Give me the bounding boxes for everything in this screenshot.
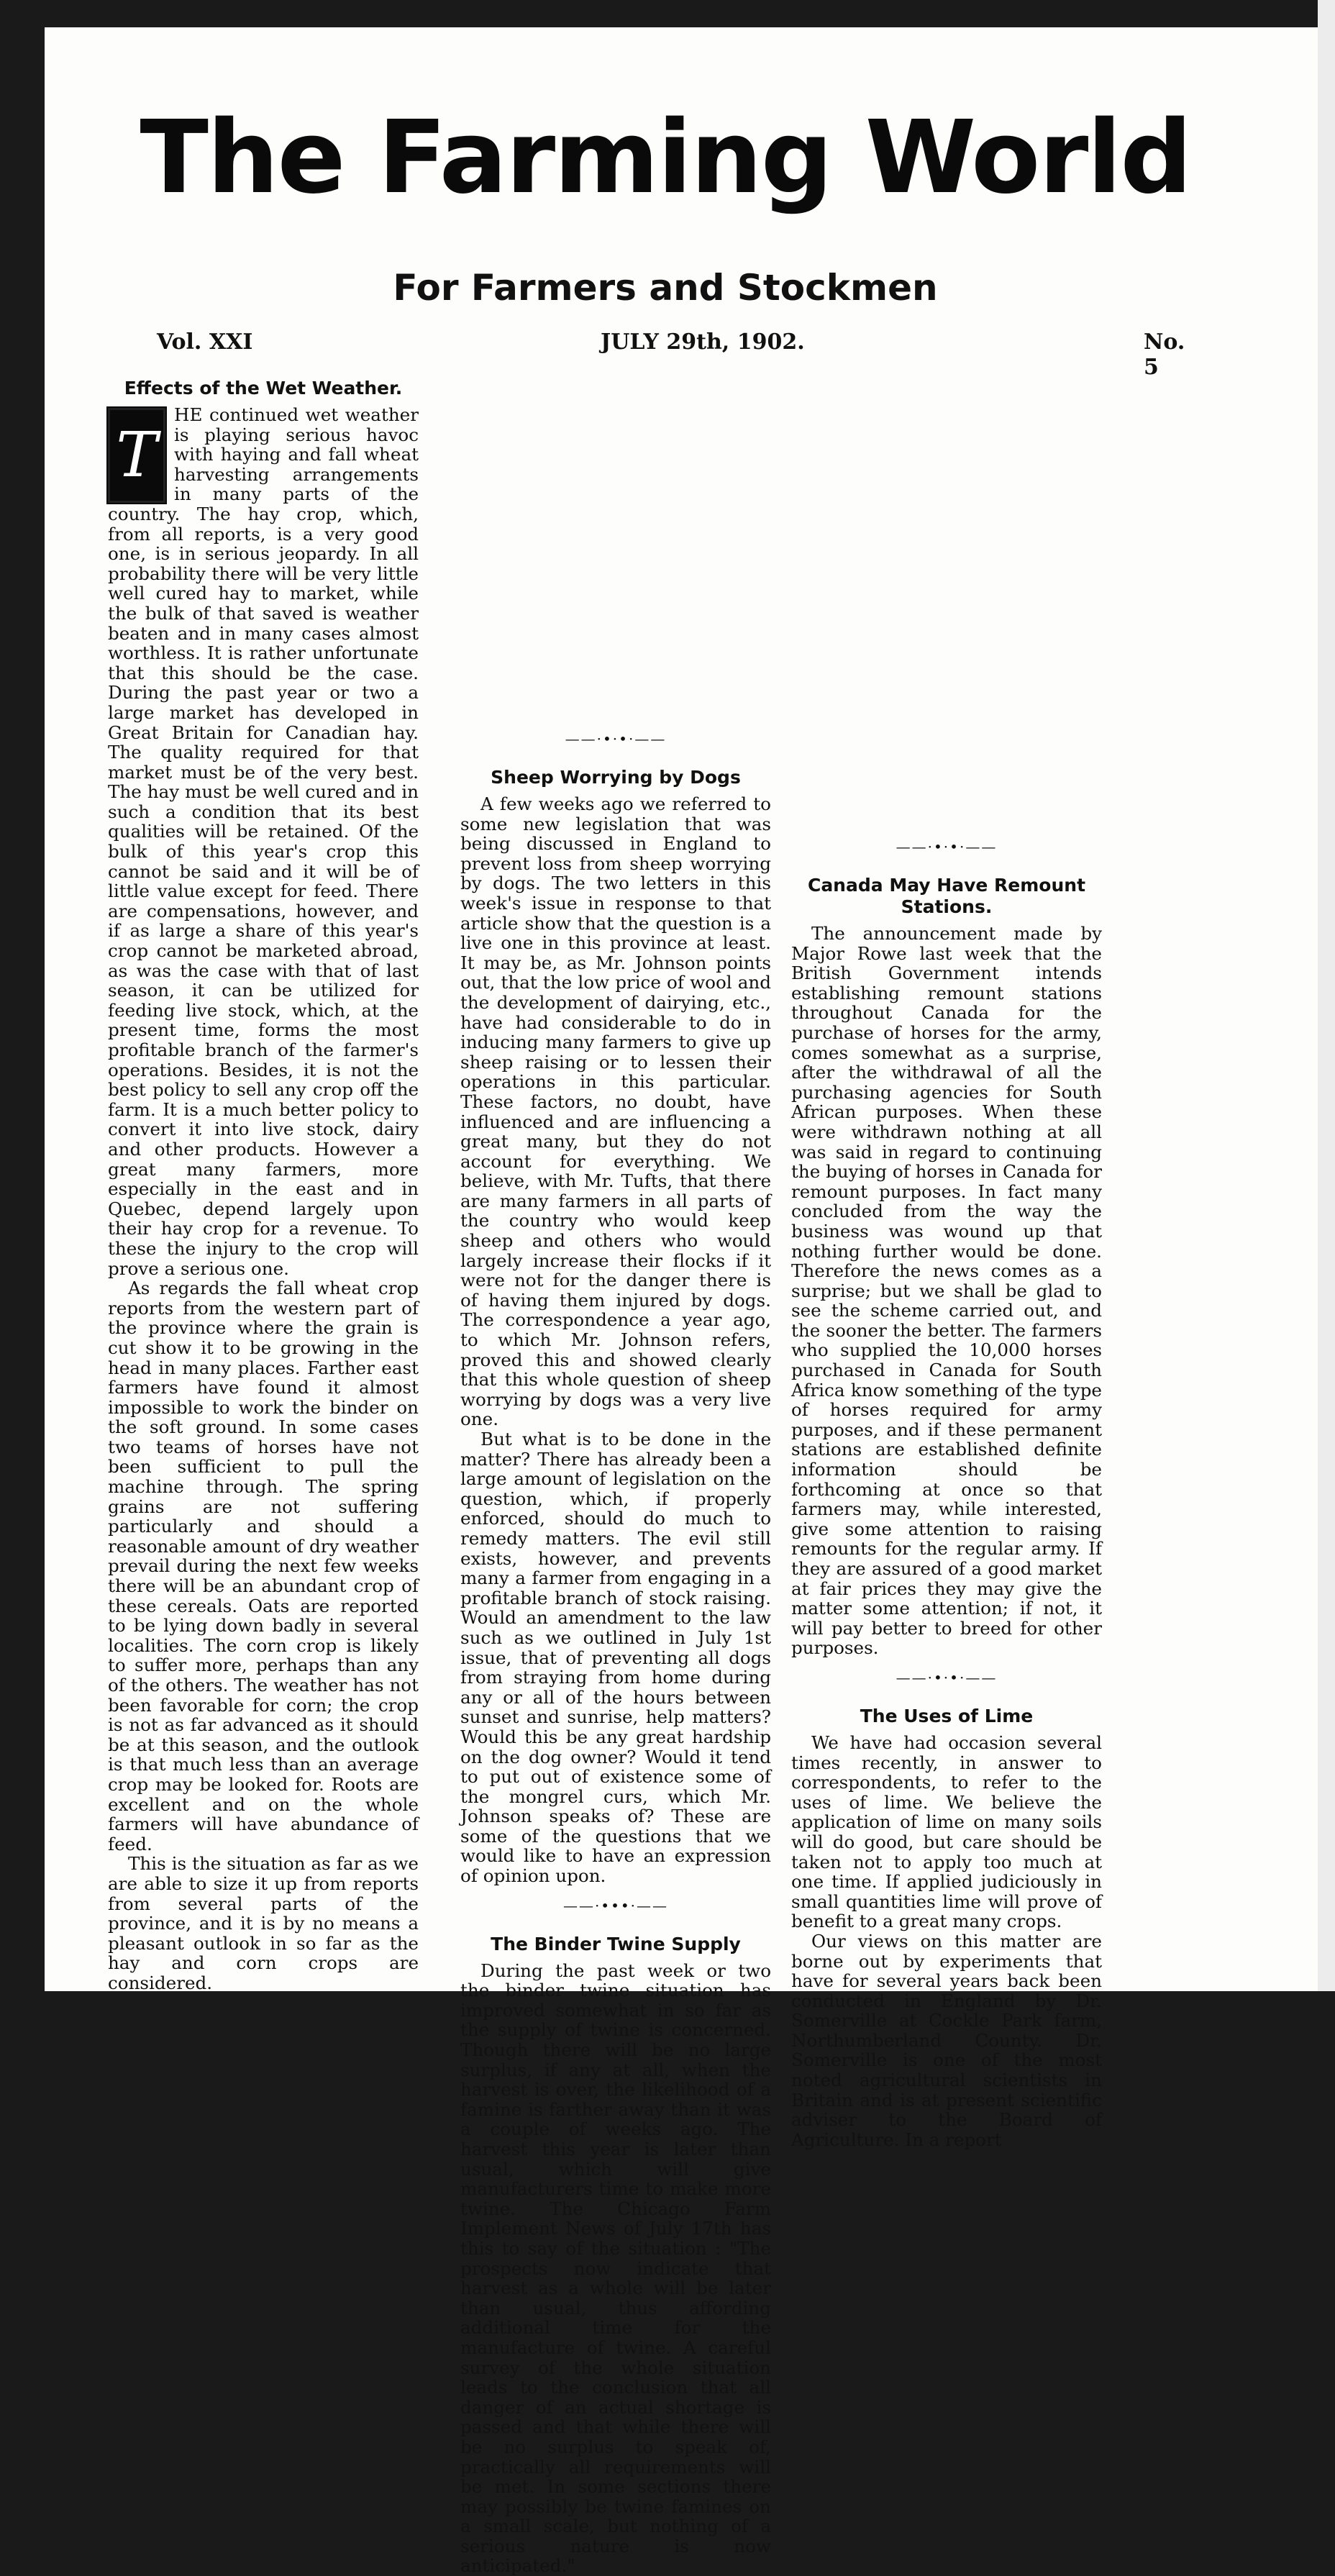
page-edge [1318, 0, 1335, 1991]
twine-paragraph-1: During the past week or two the binder twine situation has improved somewhat in so far as the supply of twine is concerned. Though there will be no large surplus, if any at all, when the harvest is over, the likelihood of a famine is farther away than it was a couple of weeks ago. The harvest this year is later than usual, which will give manufacturers time to make more twine. The Chicago Farm Implement News of July 17th has this to say of the situation : "The prospects now indicate that harvest as a whole will be later than usual, thus affording additional time for the manufacture of twine. A careful survey of the whole situation leads to the conclusion that all danger of an actual shortage is passed and that while there will be no surplus to speak of, practically all requirements will be met. In some sections there may possibly be twine famines on a small scale, but nothing of a serious nature is now anticipated." [460, 1960, 771, 2576]
headline-wet-weather: Effects of the Wet Weather. [124, 378, 403, 399]
masthead-title: The Farming World [140, 99, 1191, 217]
issue-date: JULY 29th, 1902. [601, 329, 805, 355]
ornament-rule: ——·•·•·—— [896, 1668, 998, 1686]
ornament-rule: ——·•••·—— [562, 1896, 669, 1914]
sheep-paragraph-2: But what is to be done in the matter? There has already been a large amount of legislation on the question, which, if properly enforced, should do much to remedy matters. The evil still exists, however, and prevents many a farmer from engaging in a profitable branch of stock raising. Would an amendment to the law such as we outlined in July 1st issue, that of preventing all dogs from straying from home during any or all of the hours between sunset and sunrise, help matters? Would this be any great hardship on the dog owner? Would it tend to put out of existence some of the mongrel curs, which Mr. Johnson speaks of? These are some of the questions that we would like to have an expression of opinion upon. [460, 1429, 771, 1887]
volume-label: Vol. XXI [157, 329, 253, 355]
drop-cap: T [108, 408, 165, 503]
lime-paragraph-2: Our views on this matter are borne out by experiments that have for several years back been conducted in England by Dr. Somerville at Cockle Park farm, Northumberland County. Dr. Somerville is one of the most noted agricultural scientists in Britain and is at present scientific adviser to the Board of Agriculture. In a report [791, 1930, 1102, 2150]
column-3 [791, 827, 1102, 2149]
wet-weather-paragraph-3: This is the situation as far as we are able to size it up from reports from several parts of the province, and it is by no means a pleasant outlook in so far as the hay and corn crops are considered. [108, 1853, 419, 1993]
ornament-rule: ——·•·•·—— [896, 838, 998, 855]
headline-sheep-worrying: Sheep Worrying by Dogs [491, 767, 741, 788]
wet-weather-paragraph-1 [108, 405, 419, 1278]
headline-remount-stations: Canada May Have Remount Stations. [807, 875, 1086, 917]
masthead-subtitle: For Farmers and Stockmen [393, 267, 938, 309]
column-1 [108, 378, 419, 1993]
dateline [108, 329, 1194, 380]
issue-number: No. 5 [1144, 329, 1185, 380]
headline-binder-twine: The Binder Twine Supply [491, 1933, 741, 1954]
headline-uses-of-lime: The Uses of Lime [860, 1705, 1034, 1726]
sheep-paragraph-1: A few weeks ago we referred to some new legislation that was being discussed in England to prevent loss from sheep worrying by dogs. The two letters in this week's issue in response to that article show that the question is a live one in this province at least. It may be, as Mr. Johnson points out, that the low price of wool and the development of dairying, etc., have had considerable to do in inducing many farmers to give up sheep raising or to lessen their operations in this particular. These factors, no doubt, have influenced and are influencing a great many, but they do not account for everything. We believe, with Mr. Tufts, that there are many farmers in all parts of the country who would keep sheep and others who would largely increase their flocks if it were not for the danger there is of having them injured by dogs. The correspondence a year ago, to which Mr. Johnson refers, proved this and showed clearly that this whole question of sheep worrying by dogs was a very live one. [460, 793, 771, 1430]
wet-weather-text-1: HE continued wet weather is playing serious havoc with haying and fall wheat harvesting arrangements in many parts of the country. The hay crop, which, from all reports, is a very good one, is in serious jeopardy. In all probability there will be very little well cured hay to market, while the bulk of that saved is weather beaten and in many cases almost worthless. It is rather unfortunate that this should be the case. During the past year or two a large market has developed in Great Britain for Canadian hay. The quality required for that market must be of the very best. The hay must be well cured and in such a condition that its best qualities will be retained. Of the bulk of this year's crop this cannot be said and it will be of little value except for feed. There are compensations, however, and if as large a share of this year's crop cannot be marketed abroad, as was the case with that of last season, it can be utilized for feeding live stock, which, at the present time, forms the most profitable branch of the farmer's operations. Besides, it is not the best policy to sell any crop off the farm. It is a much better policy to convert it into live stock, dairy and other products. However a great many farmers, more especially in the east and in Quebec, depend largely upon their hay crop for a revenue. To these the injury to the crop will prove a serious one. [108, 404, 419, 1279]
ornament-rule: ——·•·•·—— [565, 730, 667, 747]
remount-paragraph-1: The announcement made by Major Rowe last week that the British Government intends establishing remount stations throughout Canada for the purchase of horses for the army, comes somewhat as a surprise, after the withdrawal of all the purchasing agencies for South African purposes. When these were withdrawn nothing at all was said in regard to continuing the buying of horses in Canada for remount purposes. In fact many concluded from the way the business was wound up that nothing further would be done. Therefore the news comes as a surprise; but we shall be glad to see the scheme carried out, and the sooner the better. The farmers who supplied the 10,000 horses purchased in Canada for South Africa know something of the type of horses required for army purposes, and if these permanent stations are established definite information should be forthcoming at once so that farmers may, while interested, give some attention to raising remounts for the regular army. If they are assured of a good market at fair prices they may give the matter some attention; if not, it will pay better to breed for other purposes. [791, 923, 1102, 1659]
column-2 [460, 719, 771, 2576]
wet-weather-paragraph-2: As regards the fall wheat crop reports from the western part of the province where the grain is cut show it to be growing in the head in many places. Farther east farmers have found it almost impossible to work the binder on the soft ground. In some cases two teams of horses have not been sufficient to pull the machine through. The spring grains are not suffering particularly and should a reasonable amount of dry weather prevail during the next few weeks there will be an abundant crop of these cereals. Oats are reported to be lying down badly in several localities. The corn crop is likely to suffer more, perhaps than any of the others. The weather has not been favorable for corn; the crop is not as far advanced as it should be at this season, and the outlook is that much less than an average crop may be looked for. Roots are excellent and on the whole farmers will have abundance of feed. [108, 1278, 419, 1854]
lime-paragraph-1: We have had occasion several times recently, in answer to correspondents, to refer to the uses of lime. We believe the application of lime on many soils will do good, but care should be taken not to apply too much at one time. If applied judiciously in small quantities lime will prove of benefit to a great many crops. [791, 1731, 1102, 1932]
